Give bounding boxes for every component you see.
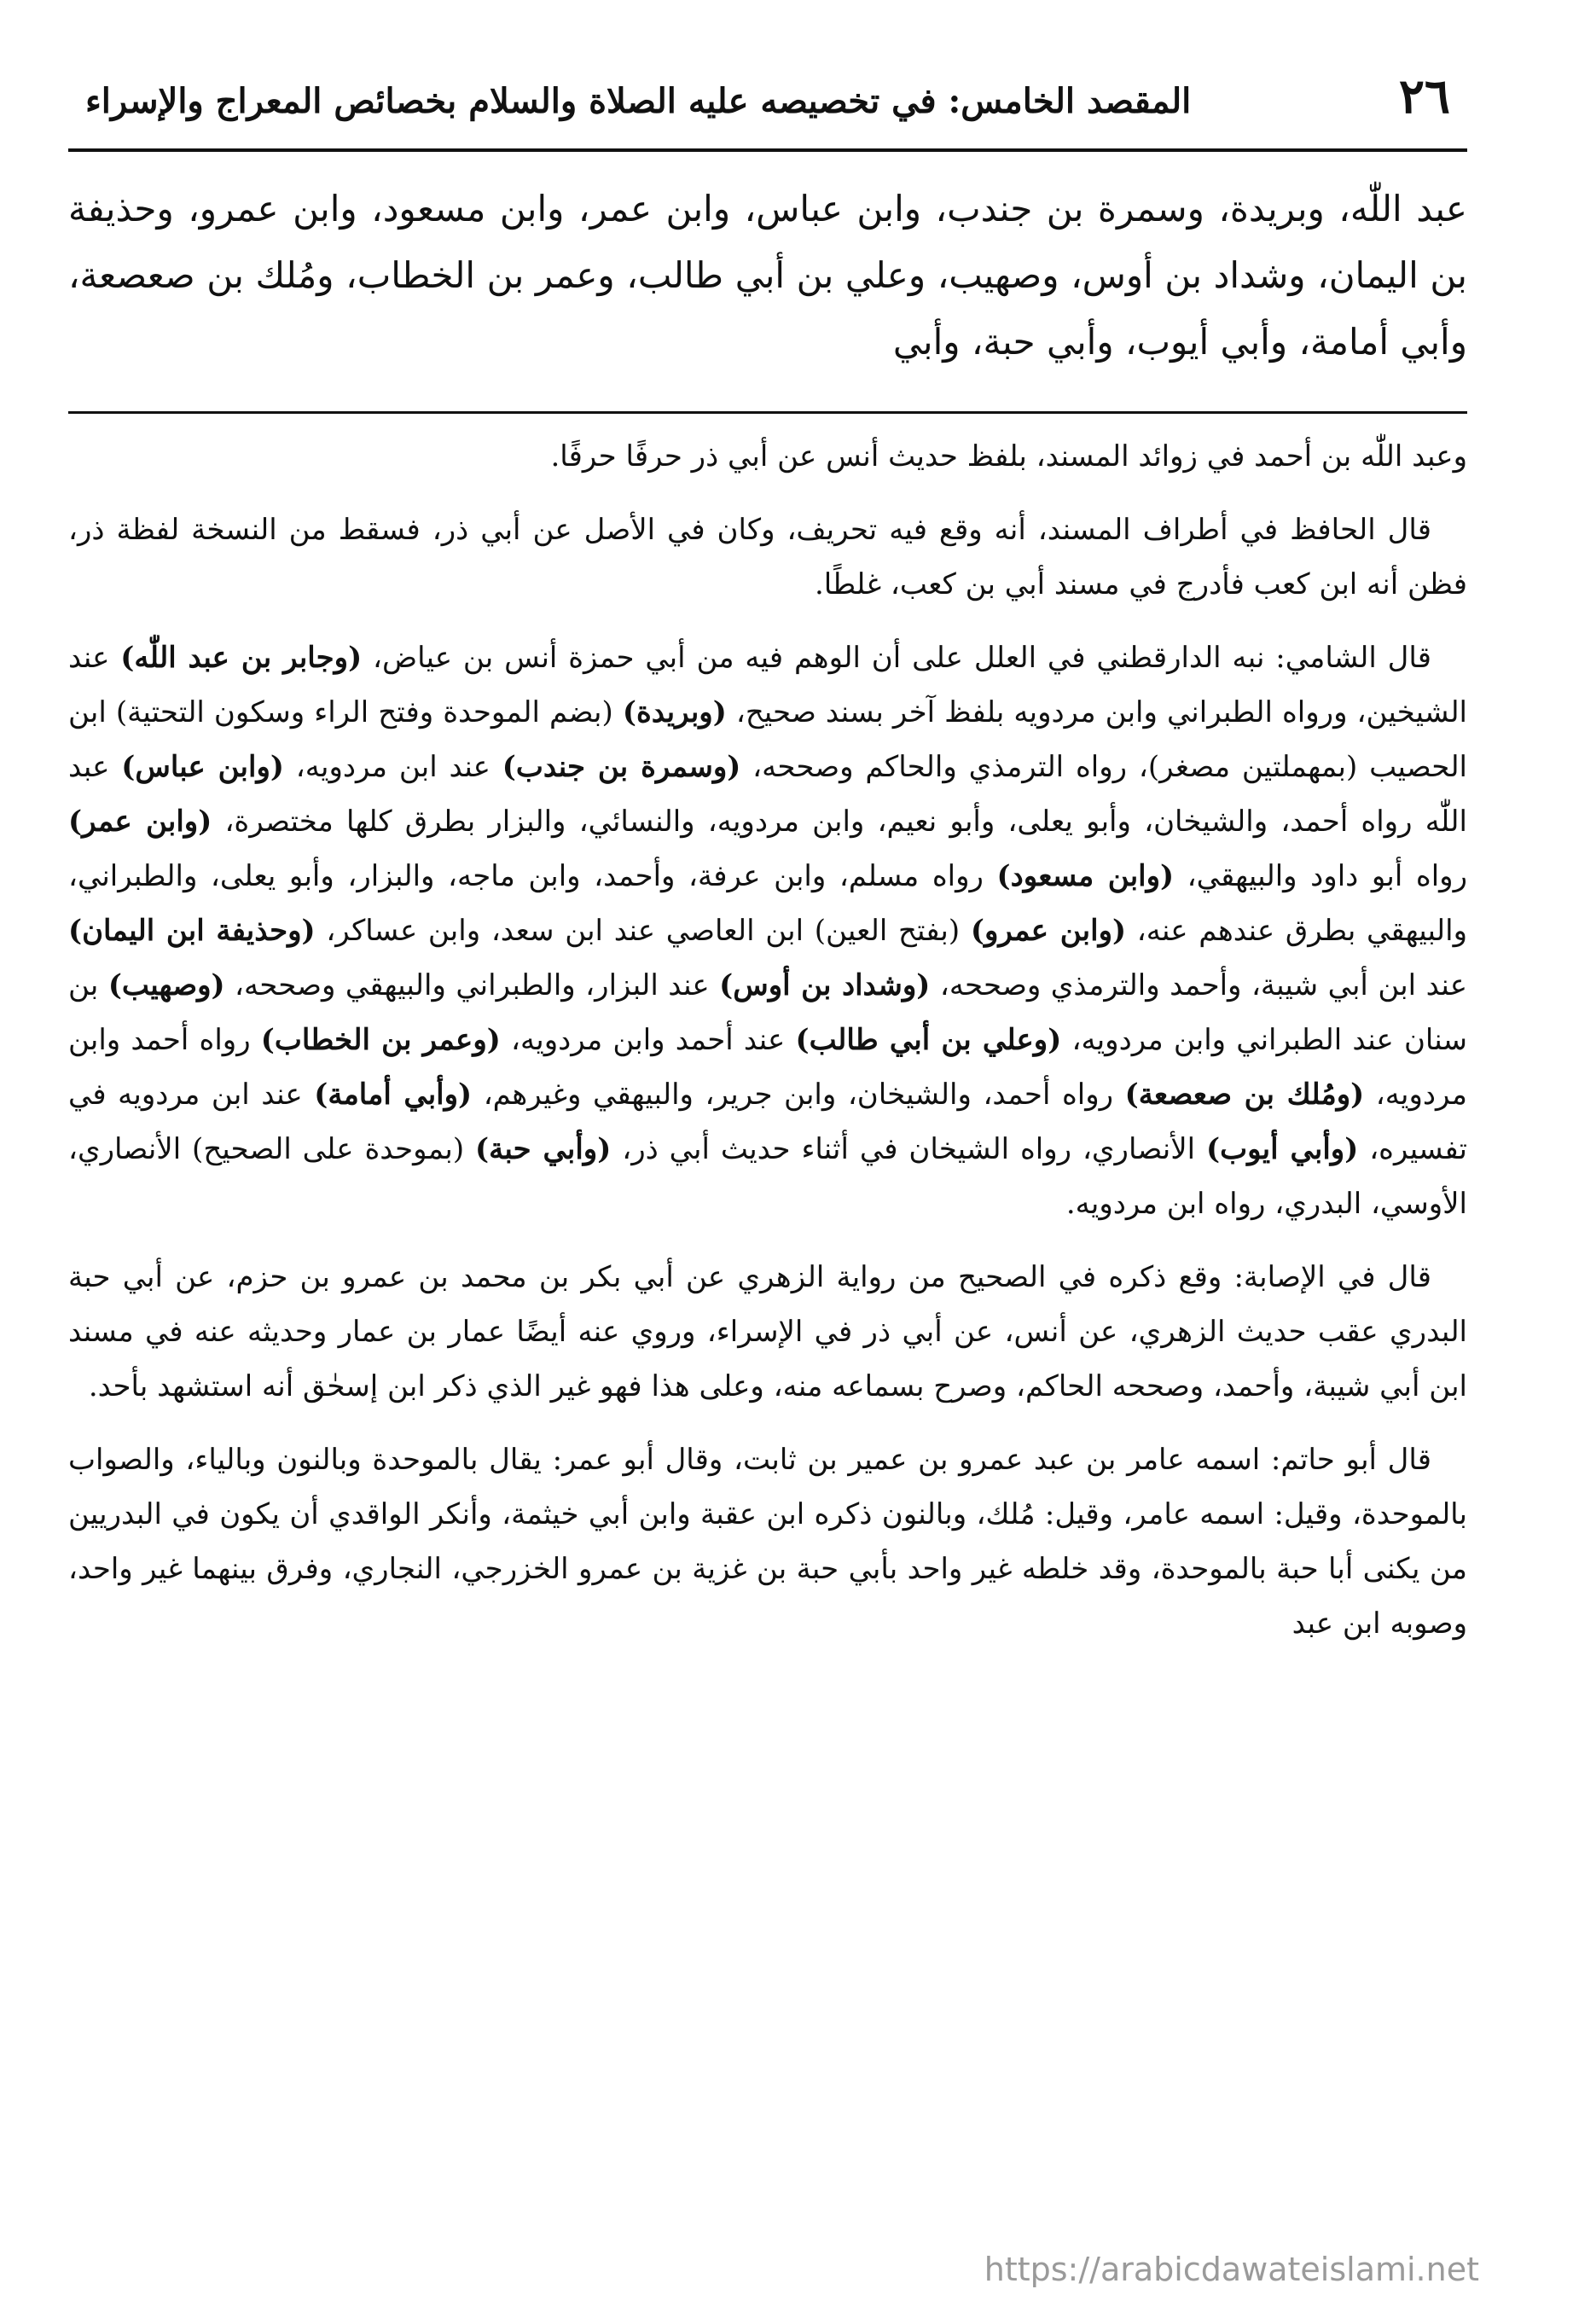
text-run: بن سنان عند الطبراني وابن مردويه، [68,968,1468,1057]
running-title: المقصد الخامس: في تخصيصه عليه الصلاة والسلام بخصائص المعراج والإسراء [85,81,1192,121]
footnote-paragraph-1: وعبد اللّٰه بن أحمد في زوائد المسند، بلفظ حديث أنس عن أبي ذر حرفًا حرفًا. [550,439,1467,474]
bold-name: (ومُلك بن صعصعة) [1124,1078,1365,1112]
text-run: عند ابن أبي شيبة، وأحمد والترمذي وصححه، [930,968,1467,1002]
footnote-paragraph-5: قال أبو حاتم: اسمه عامر بن عبد عمرو بن عمير بن ثابت، وقال أبو عمر: يقال بالموحدة وبالنون وبالياء، والصواب بالموحدة، وقيل: اسمه عامر، وقيل: مُلك، وبالنون ذكره ابن عقبة وابن أبي خيثمة، وأنكر الواقدي أن يكون في البدريين من يكنى أبا حبة بالموحدة، وقد خلطه غير واحد بأبي حبة بن غزية بن عمرو الخزرجي، النجاري، وفرق بينهما غير واحد، وصوبه ابن عبد [68,1443,1467,1641]
page-number: ٢٦ [1398,68,1450,125]
text-run: الأنصاري، رواه الشيخان في أثناء حديث أبي ذر، [611,1132,1207,1166]
text-run: قال الشامي: نبه الدارقطني في العلل على أن الوهم فيه من أبي حمزة أنس بن عياض، [362,641,1431,675]
footnote-paragraph-3 [68,630,1467,1231]
bold-name: (وابن عمرو) [970,914,1127,948]
footnote-separator [68,411,1467,414]
text-run: عند البزار، والطبراني والبيهقي وصححه، [224,968,720,1002]
bold-name: (وعمر بن الخطاب) [260,1023,501,1057]
text-run: (بفتح العين) ابن العاصي عند ابن سعد، وابن عساكر، [315,914,971,948]
footnote-paragraph-4: قال في الإصابة: وقع ذكره في الصحيح من رواية الزهري عن أبي بكر بن محمد بن عمرو بن حزم، عن أبي حبة البدري عقب حديث الزهري، عن أنس، عن أبي ذر في الإسراء، وروي عنه أيضًا عمار بن عمار وحديثه عنه في مسند ابن أبي شيبة، وأحمد، وصححه الحاكم، وصرح بسماعه منه، وعلى هذا فهو غير الذي ذكر ابن إسحٰق أنه استشهد بأحد. [68,1260,1467,1403]
text-run: عند أحمد وابن مردويه، [500,1023,796,1057]
bold-name: (وأبي أيوب) [1206,1132,1359,1166]
bold-name: (وأبي حبة) [475,1132,612,1166]
book-page [68,68,1467,2252]
text-run: رواه أبو داود والبيهقي، [1174,859,1467,893]
watermark-url: https://arabicdawateislami.net [984,2251,1479,2288]
text-run: رواه أحمد، والشيخان، وابن جرير، والبيهقي وغيرهم، [472,1078,1125,1112]
bold-name: (وجابر بن عبد اللّٰه) [120,641,363,675]
text-run: رواه مسلم، وابن عرفة، وأحمد، وابن ماجه، والبزار، وأبو يعلى، والطبراني، والبيهقي بطرق عندهم عنه، [68,859,1467,948]
footnote-paragraph-2: قال الحافظ في أطراف المسند، أنه وقع فيه تحريف، وكان في الأصل عن أبي ذر، فسقط من النسخة لفظة ذر، فظن أنه ابن كعب فأدرج في مسند أبي بن كعب، غلطًا. [68,513,1467,601]
page-header [68,68,1467,145]
bold-name: (وشداد بن أوس) [719,968,931,1002]
text-run: عند ابن مردويه في تفسيره، [68,1078,1467,1166]
header-rule [68,148,1467,152]
footnotes [68,429,1467,1651]
bold-name: (وأبي أمامة) [314,1078,473,1112]
text-run: عند ابن مردويه، [283,750,502,784]
text-run: (بموحدة على الصحيح) الأنصاري، الأوسي، البدري، رواه ابن مردويه. [68,1132,1467,1221]
bold-name: (وبريدة) [622,695,727,729]
text-run: (بضم الموحدة وفتح الراء وسكون التحتية) ابن الحصيب (بمهملتين مصغر)، رواه الترمذي والحاكم وصححه، [68,695,1467,784]
bold-name: (وصهيب) [107,968,225,1002]
bold-name: (وابن عباس) [121,750,284,784]
main-text: عبد اللّٰه، وبريدة، وسمرة بن جندب، وابن عباس، وابن عمر، وابن مسعود، وابن عمرو، وحذيفة بن اليمان، وشداد بن أوس، وصهيب، وعلي بن أبي طالب، وعمر بن الخطاب، ومُلك بن صعصعة، وأبي أمامة، وأبي أيوب، وأبي حبة، وأبي [68,188,1467,363]
bold-name: (وابن عمر) [68,805,212,839]
bold-name: (وعلي بن أبي طالب) [795,1023,1062,1057]
text-run: عند الشيخين، ورواه الطبراني وابن مردويه بلفظ آخر بسند صحيح، [68,641,1467,729]
bold-name: (وحذيفة ابن اليمان) [68,914,316,948]
text-run: رواه أحمد وابن مردويه، [68,1023,1467,1112]
bold-name: (وسمرة بن جندب) [502,750,741,784]
text-run: عبد اللّٰه رواه أحمد، والشيخان، وأبو يعلى، وأبو نعيم، وابن مردويه، والنسائي، والبزار بطرق كلها مختصرة، [68,750,1467,839]
bold-name: (وابن مسعود) [996,859,1175,893]
